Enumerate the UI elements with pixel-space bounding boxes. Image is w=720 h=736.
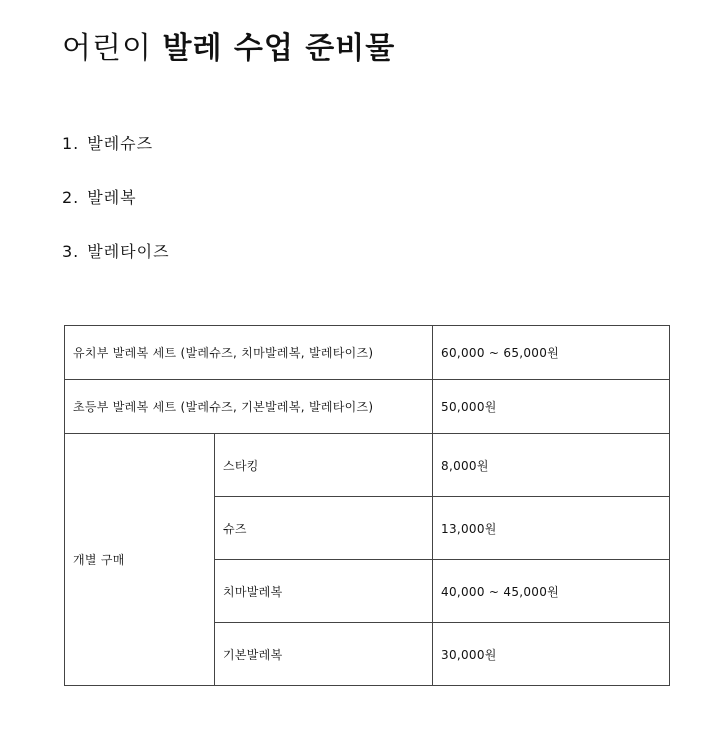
supply-list bbox=[62, 130, 170, 292]
individual-purchase-label: 개별 구매 bbox=[65, 434, 215, 686]
list-item-number: 2. bbox=[62, 188, 80, 207]
price-cell: 8,000원 bbox=[433, 434, 670, 497]
item-name-cell: 치마발레복 bbox=[215, 560, 433, 623]
set-name-cell: 초등부 발레복 세트 (발레슈즈, 기본발레복, 발레타이즈) bbox=[65, 380, 433, 434]
table-row bbox=[65, 380, 670, 434]
item-name-cell: 슈즈 bbox=[215, 497, 433, 560]
list-item-label: 발레타이즈 bbox=[87, 242, 170, 261]
title-bold: 발레 수업 준비물 bbox=[162, 31, 396, 66]
price-table bbox=[64, 325, 670, 686]
price-cell: 50,000원 bbox=[433, 380, 670, 434]
list-item-number: 3. bbox=[62, 242, 80, 261]
title-light: 어린이 bbox=[62, 31, 152, 66]
list-item bbox=[62, 184, 170, 238]
list-item bbox=[62, 238, 170, 292]
list-item bbox=[62, 130, 170, 184]
price-cell: 60,000 ~ 65,000원 bbox=[433, 326, 670, 380]
price-cell: 13,000원 bbox=[433, 497, 670, 560]
price-cell: 30,000원 bbox=[433, 623, 670, 686]
table-row bbox=[65, 434, 670, 497]
list-item-label: 발레복 bbox=[87, 188, 137, 207]
table-row bbox=[65, 326, 670, 380]
list-item-number: 1. bbox=[62, 134, 80, 153]
list-item-label: 발레슈즈 bbox=[87, 134, 154, 153]
item-name-cell: 기본발레복 bbox=[215, 623, 433, 686]
price-cell: 40,000 ~ 45,000원 bbox=[433, 560, 670, 623]
set-name-cell: 유치부 발레복 세트 (발레슈즈, 치마발레복, 발레타이즈) bbox=[65, 326, 433, 380]
page-title bbox=[62, 28, 395, 70]
item-name-cell: 스타킹 bbox=[215, 434, 433, 497]
